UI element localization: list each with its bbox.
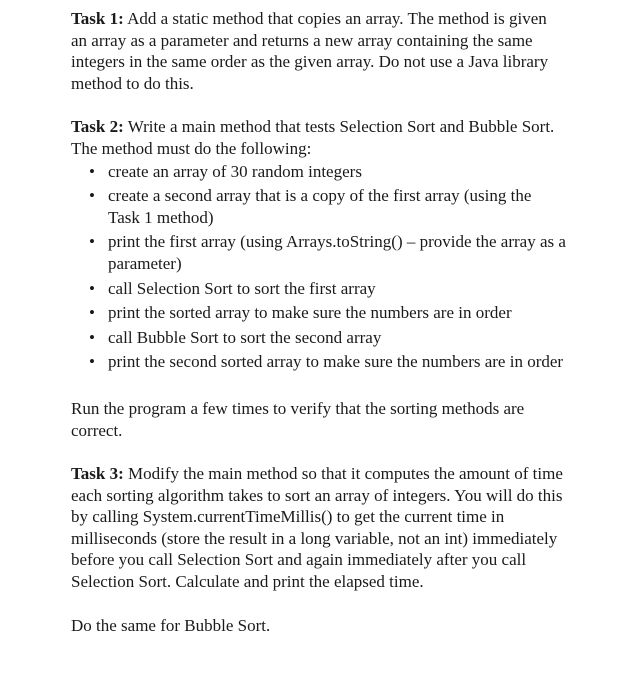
list-item xyxy=(71,351,566,373)
spacer xyxy=(71,441,566,463)
spacer xyxy=(71,593,566,615)
run-note-paragraph: Run the program a few times to verify that the sorting methods are correct. xyxy=(71,398,525,440)
assignment-document xyxy=(71,8,566,636)
list-item-text: call Bubble Sort to sort the second array xyxy=(108,327,382,347)
task2-paragraph xyxy=(71,116,566,159)
bullet-icon: • xyxy=(89,352,95,372)
list-item-text: call Selection Sort to sort the first array xyxy=(108,278,376,298)
task1-label: Task 1: xyxy=(71,9,124,28)
task1-paragraph xyxy=(71,8,566,94)
list-item xyxy=(71,185,566,228)
task2-steps-list xyxy=(71,161,566,373)
task3-paragraph xyxy=(71,463,566,593)
closing-paragraph: Do the same for Bubble Sort. xyxy=(71,615,271,635)
bullet-icon: • xyxy=(89,327,95,347)
spacer xyxy=(71,376,566,398)
list-item-text: create an array of 30 random integers xyxy=(108,161,362,181)
list-item-text: print the sorted array to make sure the numbers are in order xyxy=(108,303,512,323)
task3-text: Modify the main method so that it computes the amount of time each sorting algorithm takes to sort an array of integers. You will do this by calling System.currentTimeMillis() to get the current time in milliseconds (store the result in a long variable, not an int) immediately before you call Selection Sort and again immediately after you call Selection Sort. Calculate and print the elapsed time. xyxy=(71,464,563,592)
list-item-text: create a second array that is a copy of the first array (using the Task 1 method) xyxy=(108,186,532,227)
list-item-text: print the second sorted array to make sure the numbers are in order xyxy=(108,352,564,372)
bullet-icon: • xyxy=(89,161,95,181)
list-item xyxy=(71,161,566,183)
task1-text: Add a static method that copies an array. The method is given an array as a parameter and returns a new array containing the same integers in the same order as the given array. Do not use a Java library method to do this. xyxy=(71,9,549,93)
task3-label: Task 3: xyxy=(71,464,124,484)
list-item xyxy=(71,327,566,349)
task2-label: Task 2: xyxy=(71,117,124,137)
list-item xyxy=(71,278,566,300)
list-item-text: print the first array (using Arrays.toString() – provide the array as a parameter) xyxy=(108,232,566,273)
task2-text: Write a main method that tests Selection Sort and Bubble Sort. The method must do the following: xyxy=(71,117,555,158)
bullet-icon: • xyxy=(89,303,95,323)
list-item xyxy=(71,302,566,324)
spacer xyxy=(71,94,566,116)
bullet-icon: • xyxy=(89,186,95,206)
list-item xyxy=(71,231,566,274)
bullet-icon: • xyxy=(89,232,95,252)
bullet-icon: • xyxy=(89,278,95,298)
